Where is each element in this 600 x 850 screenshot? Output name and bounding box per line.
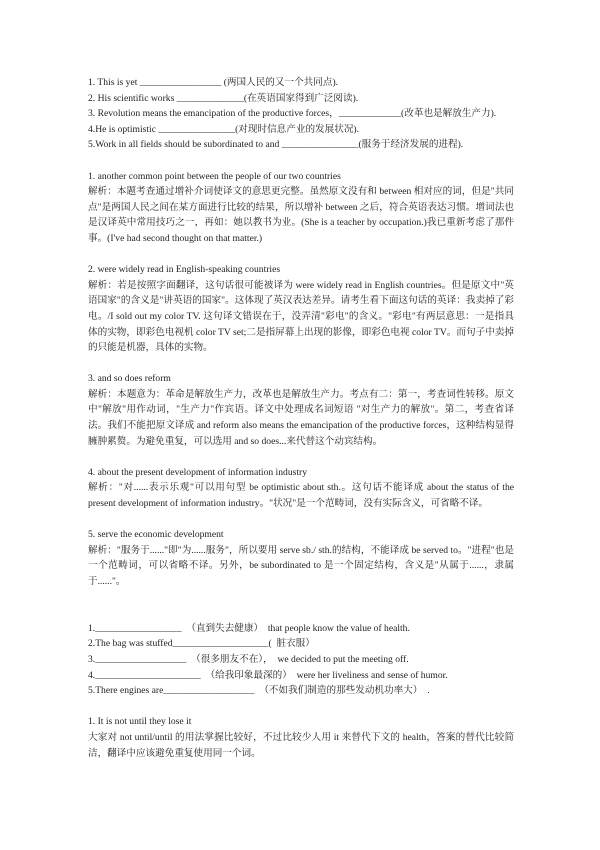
answer-heading: 1. It is not until they lose it <box>88 716 192 728</box>
exercise-item: 3.___________________ （很多朋友不在）， we decided to put the meeting off. <box>88 653 409 665</box>
exercise-item: 3. Revolution means the emancipation of the productive forces，_____________(改革也是解放生产力). <box>88 108 497 120</box>
answer-heading: 2. were widely read in English-speaking countries <box>88 264 281 276</box>
answer-3 <box>88 371 514 449</box>
exercise-item: 1.__________________ （直到失去健康） that people know the value of health. <box>88 622 410 634</box>
answer-1 <box>88 169 514 247</box>
answer-heading: 4. about the present development of information industry <box>88 466 308 478</box>
exercise-item: 2. His scientific works ______________(在英语国家得到广泛阅读). <box>88 92 359 104</box>
exercise-item: 5.There engines are___________________ （不如我们制造的那些发动机功率大） . <box>88 685 430 697</box>
exercise-2 <box>88 621 514 699</box>
exercise-item: 5.Work in all fields should be subordinated to and ________________(服务于经济发展的进程). <box>88 139 464 151</box>
answer-5 <box>88 527 514 589</box>
exercise-item: 1. This is yet _________________ (两国人民的又一个共同点). <box>88 77 339 88</box>
answer-4 <box>88 465 514 512</box>
answer-explanation: 解析："对......表示乐观"可以用句型 be optimistic about sth.。这句话不能译成 about the status of the present development of information industry。"状况"是一个范畴词，没有实际含义，可省略不译。 <box>88 482 514 510</box>
exercise-item: 4.He is optimistic ________________(对现时信息产业的发展状况). <box>88 123 360 135</box>
exercise-1 <box>88 75 514 153</box>
answer-explanation: 解析：本题考查通过增补介词使译文的意思更完整。虽然原文没有和 between 相对应的词，但是"共同点"是两国人民之间在某方面进行比较的结果，所以增补 between 之后，符合英语表达习惯。增词法也是汉译英中常用技巧之一，再如：她以教书为业。(She is a teacher by occupation.)我已重新考虑了那件事。(I've had second thought on that matter.) <box>88 186 514 244</box>
answer-explanation: 解析：若是按照字面翻译，这句话很可能被译为 were widely read in English countries。但是原文中"英语国家"的含义是"讲英语的国家"。这体现了英汉表达差异。请考生看下面这句话的英译：我卖掉了彩电。/I sold out my color TV. 这句译文错误在于，没弄清"彩电"的含义。"彩电"有两层意思：一是指具体的实物，即彩色电视机 color TV set;二是指屏幕上出现的影像，即彩色电视 color TV。而句子中卖掉的只能是机器，具体的实物。 <box>88 279 514 354</box>
answer-heading: 1. another common point between the people of our two countries <box>88 170 341 182</box>
answer-explanation: 解析：本题意为：革命是解放生产力，改革也是解放生产力。考点有二：第一，考查词性转移。原文中"解放"用作动词，"生产力"作宾语。译文中处理成名词短语 "对生产力的解放"。第二，考查省译法。我们不能把原文译成 and reform also means the emancipation of the productive forces，这种结构显得臃肿累赘。为避免重复，可以选用 and so does...来代替这个动宾结构。 <box>88 388 514 447</box>
exercise-item: 2.The bag was stuffed____________________( 脏衣服） <box>88 638 315 650</box>
document-page <box>88 75 514 761</box>
answer-heading: 3. and so does reform <box>88 373 171 385</box>
answer-2 <box>88 262 514 356</box>
answer-2-1 <box>88 714 514 761</box>
exercise-item: 4.______________________ （给我印象最深的） were her liveliness and sense of humor. <box>88 669 448 681</box>
answer-explanation: 大家对 not until/until 的用法掌握比较好，不过比较少人用 it 来替代下文的 health，答案的替代比较简洁，翻译中应该避免重复使用同一个词。 <box>88 731 514 759</box>
answer-explanation: 解析："服务于......"即"为......服务"，所以要用 serve sb./ sth.的结构，不能译成 be served to。"进程"也是一个范畴词，可以省略不译。另外，be subordinated to 是一个固定结构，含义是"从属于......，隶属于......"。 <box>88 544 514 587</box>
answer-heading: 5. serve the economic development <box>88 529 224 541</box>
